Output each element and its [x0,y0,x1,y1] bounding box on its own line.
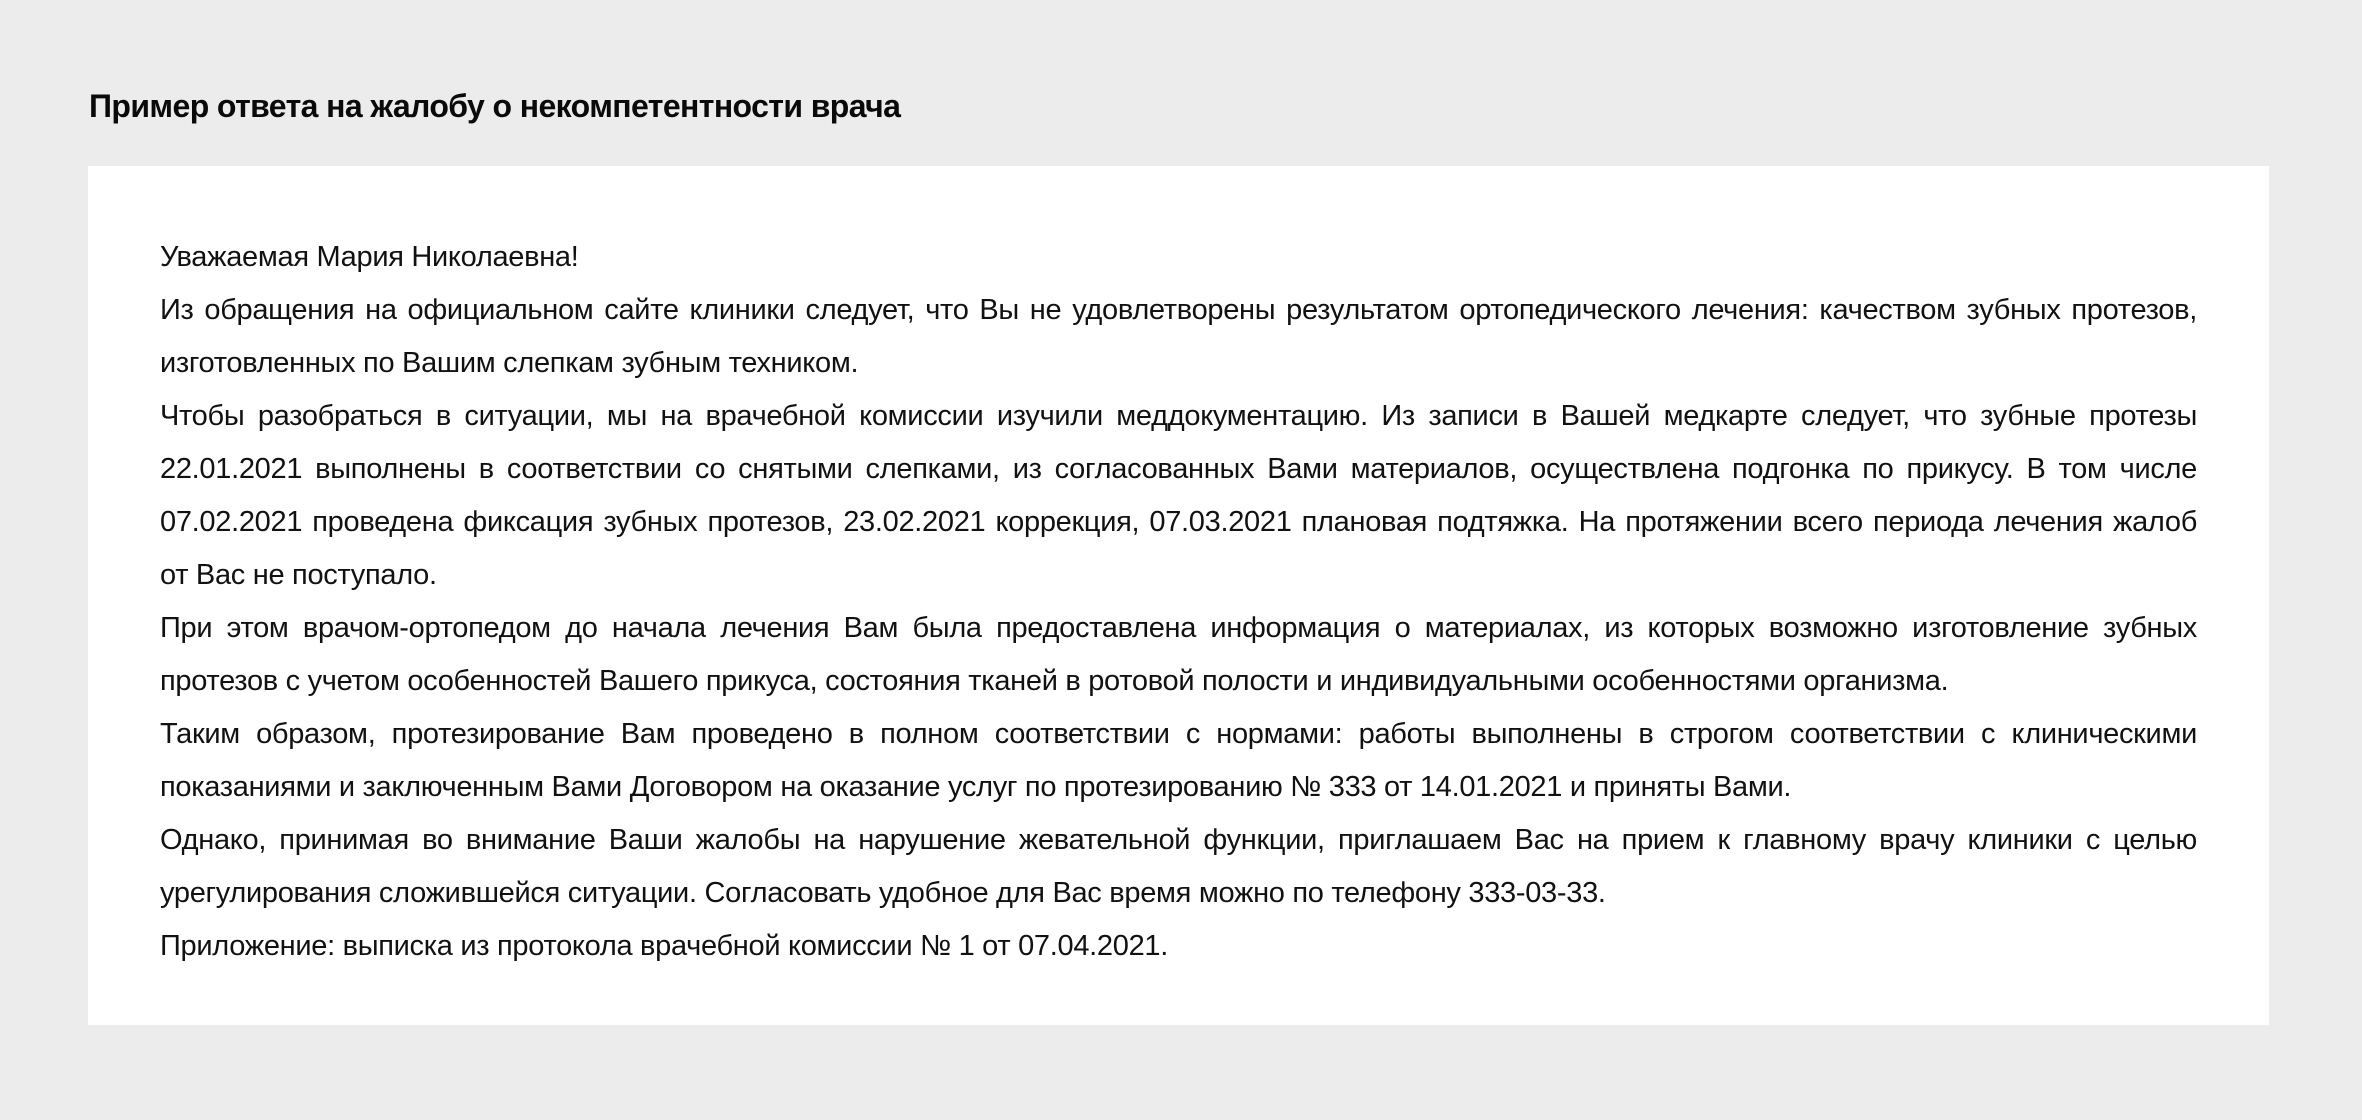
letter-attachment: Приложение: выписка из протокола врачебной комиссии № 1 от 07.04.2021. [160,930,1169,962]
letter-paragraph-complaint-summary: Из обращения на официальном сайте клиники следует, что Вы не удовлетворены результатом ортопедического лечения: качеством зубных протезов, изготовленных по Вашим слепкам зубным техником. [160,294,2197,379]
letter-body [160,231,2197,973]
letter-card [88,166,2269,1025]
letter-paragraph-materials-info: При этом врачом-ортопедом до начала лечения Вам была предоставлена информация о материалах, из которых возможно изготовление зубных протезов с учетом особенностей Вашего прикуса, состояния тканей в ротовой полости и индивидуальными особенностями организма. [160,612,2197,697]
letter-paragraph-invitation: Однако, принимая во внимание Ваши жалобы на нарушение жевательной функции, приглашаем Вас на прием к главному врачу клиники с целью урегулирования сложившейся ситуации. Согласовать удобное для Вас время можно по телефону 333-03-33. [160,824,2197,909]
letter-greeting: Уважаемая Мария Николаевна! [160,241,579,273]
letter-paragraph-commission-review: Чтобы разобраться в ситуации, мы на врачебной комиссии изучили меддокументацию. Из записи в Вашей медкарте следует, что зубные протезы 22.01.2021 выполнены в соответствии со снятыми слепками, из согласованных Вами материалов, осуществлена подгонка по прикусу. В том числе 07.02.2021 проведена фиксация зубных протезов, 23.02.2021 коррекция, 07.03.2021 плановая подтяжка. На протяжении всего периода лечения жалоб от Вас не поступало. [160,400,2197,591]
letter-paragraph-conclusion: Таким образом, протезирование Вам проведено в полном соответствии с нормами: работы выполнены в строгом соответствии с клиническими показаниями и заключенным Вами Договором на оказание услуг по протезированию № 333 от 14.01.2021 и приняты Вами. [160,718,2197,803]
page-title: Пример ответа на жалобу о некомпетентности врача [89,88,901,124]
